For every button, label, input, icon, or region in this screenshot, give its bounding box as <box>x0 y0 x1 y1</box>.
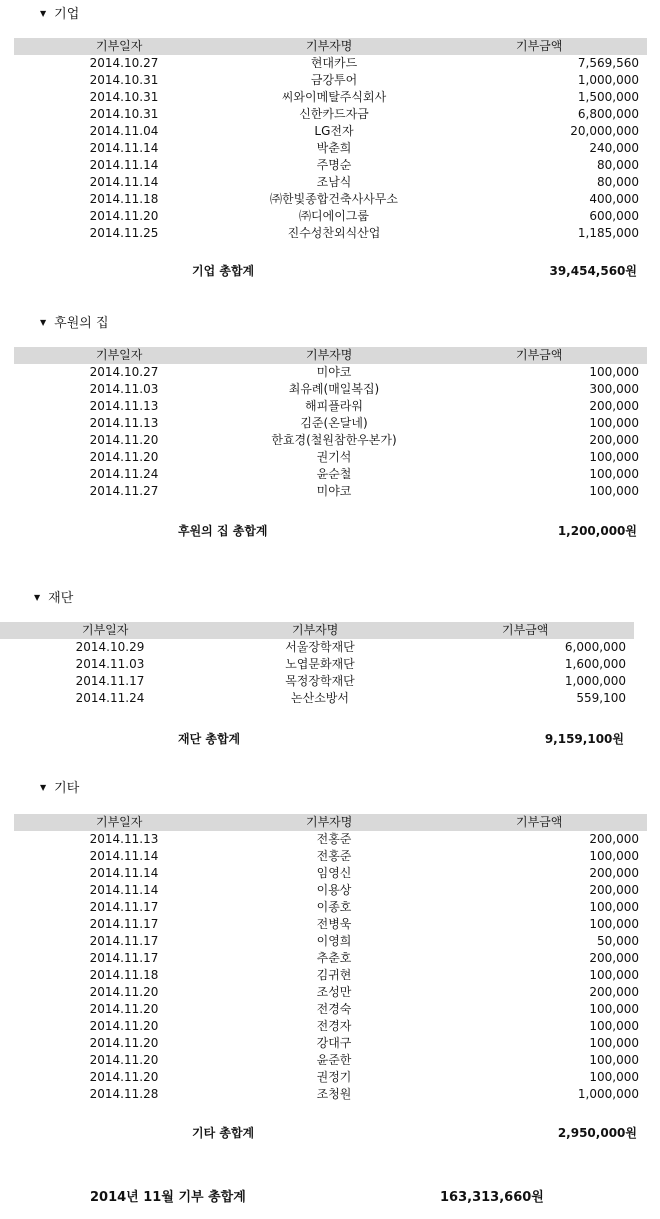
cell-name: 조청원 <box>316 1087 352 1101</box>
cell-name: 조성만 <box>316 985 352 999</box>
cell-amount: 200,000 <box>589 985 639 999</box>
cell-amount: 100,000 <box>589 1036 639 1050</box>
cell-name: 미야코 <box>316 484 352 498</box>
table-body <box>14 831 647 1103</box>
header-name: 기부자명 <box>306 39 353 53</box>
cell-date: 2014.11.17 <box>89 951 159 965</box>
header-amount: 기부금액 <box>502 623 549 637</box>
grand-total <box>0 1189 660 1207</box>
table-row <box>14 1052 647 1069</box>
cell-amount: 80,000 <box>597 175 639 189</box>
cell-amount: 1,500,000 <box>577 90 639 104</box>
cell-date: 2014.11.17 <box>89 934 159 948</box>
cell-amount: 240,000 <box>589 141 639 155</box>
cell-date: 2014.11.24 <box>75 691 145 705</box>
cell-amount: 6,800,000 <box>577 107 639 121</box>
table-row <box>14 984 647 1001</box>
total-value: 1,200,000원 <box>557 524 637 538</box>
cell-date: 2014.11.14 <box>89 849 159 863</box>
table-row <box>14 882 647 899</box>
cell-name: 김준(온달네) <box>300 416 368 430</box>
table-row <box>14 899 647 916</box>
cell-name: 이용상 <box>316 883 352 897</box>
table-header <box>14 814 647 831</box>
cell-amount: 559,100 <box>576 691 626 705</box>
total-value: 39,454,560원 <box>549 264 637 278</box>
cell-name: 이종호 <box>316 900 352 914</box>
cell-name: 권정기 <box>316 1070 352 1084</box>
cell-date: 2014.11.20 <box>89 1002 159 1016</box>
cell-amount: 100,000 <box>589 849 639 863</box>
cell-date: 2014.11.20 <box>89 209 159 223</box>
cell-name: 서울장학재단 <box>285 640 355 654</box>
table-row <box>14 1018 647 1035</box>
cell-amount: 100,000 <box>589 917 639 931</box>
cell-amount: 1,000,000 <box>577 73 639 87</box>
table-row <box>14 916 647 933</box>
header-name: 기부자명 <box>306 348 353 362</box>
cell-date: 2014.11.13 <box>89 416 159 430</box>
cell-date: 2014.10.29 <box>75 640 145 654</box>
cell-amount: 200,000 <box>589 399 639 413</box>
cell-name: 임영신 <box>316 866 352 880</box>
table-row <box>14 848 647 865</box>
total-label: 재단 총합계 <box>178 732 241 746</box>
section-title-text: 기타 <box>54 781 80 796</box>
cell-date: 2014.11.14 <box>89 883 159 897</box>
table-row <box>14 865 647 882</box>
cell-amount: 100,000 <box>589 1019 639 1033</box>
total-label: 후원의 집 총합계 <box>178 524 268 538</box>
table-row <box>14 967 647 984</box>
header-amount: 기부금액 <box>516 348 563 362</box>
cell-amount: 600,000 <box>589 209 639 223</box>
table-row <box>14 1035 647 1052</box>
cell-amount: 1,000,000 <box>577 1087 639 1101</box>
header-date: 기부일자 <box>96 348 143 362</box>
cell-name: 금강투어 <box>310 73 358 87</box>
cell-date: 2014.11.14 <box>89 866 159 880</box>
section-title-text: 재단 <box>48 591 74 606</box>
cell-date: 2014.11.13 <box>89 399 159 413</box>
header-name: 기부자명 <box>292 623 339 637</box>
cell-amount: 100,000 <box>589 416 639 430</box>
cell-amount: 100,000 <box>589 1002 639 1016</box>
section-title-text: 기업 <box>54 7 80 22</box>
section-title-text: 후원의 집 <box>54 316 109 331</box>
cell-name: 이영희 <box>316 934 352 948</box>
triangle-down-icon: ▼ <box>40 318 47 327</box>
cell-amount: 100,000 <box>589 900 639 914</box>
cell-name: ㈜한빛종합건축사사무소 <box>270 192 398 206</box>
cell-amount: 100,000 <box>589 467 639 481</box>
table-row <box>14 1086 647 1103</box>
section-title <box>40 780 79 797</box>
cell-name: 추춘호 <box>316 951 352 965</box>
cell-date: 2014.11.20 <box>89 1070 159 1084</box>
cell-amount: 100,000 <box>589 484 639 498</box>
cell-amount: 200,000 <box>589 951 639 965</box>
cell-date: 2014.11.18 <box>89 968 159 982</box>
triangle-down-icon: ▼ <box>40 9 47 18</box>
cell-amount: 200,000 <box>589 883 639 897</box>
cell-name: 강대구 <box>316 1036 352 1050</box>
cell-name: 현대카드 <box>310 56 358 70</box>
cell-amount: 50,000 <box>597 934 639 948</box>
cell-name: 윤순철 <box>316 467 352 481</box>
cell-name: ㈜디에이그룹 <box>299 209 369 223</box>
cell-date: 2014.11.28 <box>89 1087 159 1101</box>
cell-date: 2014.10.31 <box>89 90 159 104</box>
cell-name: 노엽문화재단 <box>285 657 355 671</box>
cell-name: 김귀현 <box>316 968 352 982</box>
cell-date: 2014.10.27 <box>89 56 159 70</box>
cell-amount: 100,000 <box>589 1053 639 1067</box>
header-amount: 기부금액 <box>516 39 563 53</box>
table-row <box>14 1069 647 1086</box>
cell-name: 주명순 <box>316 158 352 172</box>
total-label: 기업 총합계 <box>192 264 255 278</box>
cell-amount: 6,000,000 <box>564 640 626 654</box>
total-value: 2,950,000원 <box>557 1126 637 1140</box>
cell-amount: 200,000 <box>589 866 639 880</box>
cell-amount: 1,600,000 <box>564 657 626 671</box>
cell-date: 2014.11.17 <box>75 674 145 688</box>
cell-name: 목정장학재단 <box>285 674 355 688</box>
cell-date: 2014.11.17 <box>89 917 159 931</box>
cell-amount: 80,000 <box>597 158 639 172</box>
cell-amount: 100,000 <box>589 968 639 982</box>
cell-date: 2014.11.20 <box>89 985 159 999</box>
cell-name: 신한카드자금 <box>299 107 369 121</box>
header-date: 기부일자 <box>82 623 129 637</box>
cell-date: 2014.10.27 <box>89 365 159 379</box>
total-label: 기타 총합계 <box>192 1126 255 1140</box>
header-amount: 기부금액 <box>516 815 563 829</box>
cell-name: 해피플라워 <box>305 399 363 413</box>
cell-name: 미야코 <box>316 365 352 379</box>
cell-date: 2014.11.03 <box>75 657 145 671</box>
cell-name: 논산소방서 <box>291 691 349 705</box>
cell-date: 2014.11.24 <box>89 467 159 481</box>
cell-name: LG전자 <box>314 124 354 138</box>
table-row <box>14 950 647 967</box>
cell-amount: 1,185,000 <box>577 226 639 240</box>
header-date: 기부일자 <box>96 815 143 829</box>
cell-date: 2014.11.20 <box>89 1053 159 1067</box>
cell-date: 2014.11.20 <box>89 450 159 464</box>
cell-date: 2014.10.31 <box>89 73 159 87</box>
total-value: 9,159,100원 <box>544 732 624 746</box>
cell-amount: 100,000 <box>589 1070 639 1084</box>
cell-date: 2014.11.25 <box>89 226 159 240</box>
table-row <box>14 831 647 848</box>
table-row <box>14 1001 647 1018</box>
cell-name: 진수성찬외식산업 <box>287 226 381 240</box>
grand-total-value: 163,313,660원 <box>440 1190 544 1205</box>
cell-name: 윤준한 <box>316 1053 352 1067</box>
cell-amount: 1,000,000 <box>564 674 626 688</box>
cell-name: 씨와이메탈주식회사 <box>281 90 387 104</box>
triangle-down-icon: ▼ <box>34 593 41 602</box>
cell-name: 권기석 <box>316 450 352 464</box>
cell-name: 전홍준 <box>316 832 352 846</box>
cell-name: 전병욱 <box>316 917 352 931</box>
triangle-down-icon: ▼ <box>40 783 47 792</box>
cell-date: 2014.11.20 <box>89 433 159 447</box>
cell-amount: 100,000 <box>589 365 639 379</box>
grand-total-label: 2014년 11월 기부 총합계 <box>90 1190 246 1205</box>
cell-name: 최유례(매일복집) <box>288 382 380 396</box>
cell-name: 조남식 <box>316 175 352 189</box>
section-total <box>14 1125 647 1141</box>
cell-date: 2014.11.13 <box>89 832 159 846</box>
cell-amount: 200,000 <box>589 832 639 846</box>
cell-date: 2014.11.14 <box>89 175 159 189</box>
cell-date: 2014.10.31 <box>89 107 159 121</box>
cell-name: 전경자 <box>316 1019 352 1033</box>
cell-amount: 7,569,560 <box>577 56 639 70</box>
cell-name: 한효경(철원참한우본가) <box>271 433 397 447</box>
cell-name: 전경숙 <box>316 1002 352 1016</box>
cell-date: 2014.11.20 <box>89 1036 159 1050</box>
cell-amount: 100,000 <box>589 450 639 464</box>
cell-amount: 300,000 <box>589 382 639 396</box>
cell-date: 2014.11.04 <box>89 124 159 138</box>
cell-date: 2014.11.17 <box>89 900 159 914</box>
cell-date: 2014.11.27 <box>89 484 159 498</box>
cell-date: 2014.11.20 <box>89 1019 159 1033</box>
cell-date: 2014.11.14 <box>89 158 159 172</box>
cell-date: 2014.11.18 <box>89 192 159 206</box>
cell-name: 박춘희 <box>316 141 352 155</box>
cell-amount: 200,000 <box>589 433 639 447</box>
header-date: 기부일자 <box>96 39 143 53</box>
cell-date: 2014.11.03 <box>89 382 159 396</box>
cell-name: 전홍준 <box>316 849 352 863</box>
header-name: 기부자명 <box>306 815 353 829</box>
cell-date: 2014.11.14 <box>89 141 159 155</box>
cell-amount: 400,000 <box>589 192 639 206</box>
table-row <box>14 933 647 950</box>
cell-amount: 20,000,000 <box>570 124 639 138</box>
